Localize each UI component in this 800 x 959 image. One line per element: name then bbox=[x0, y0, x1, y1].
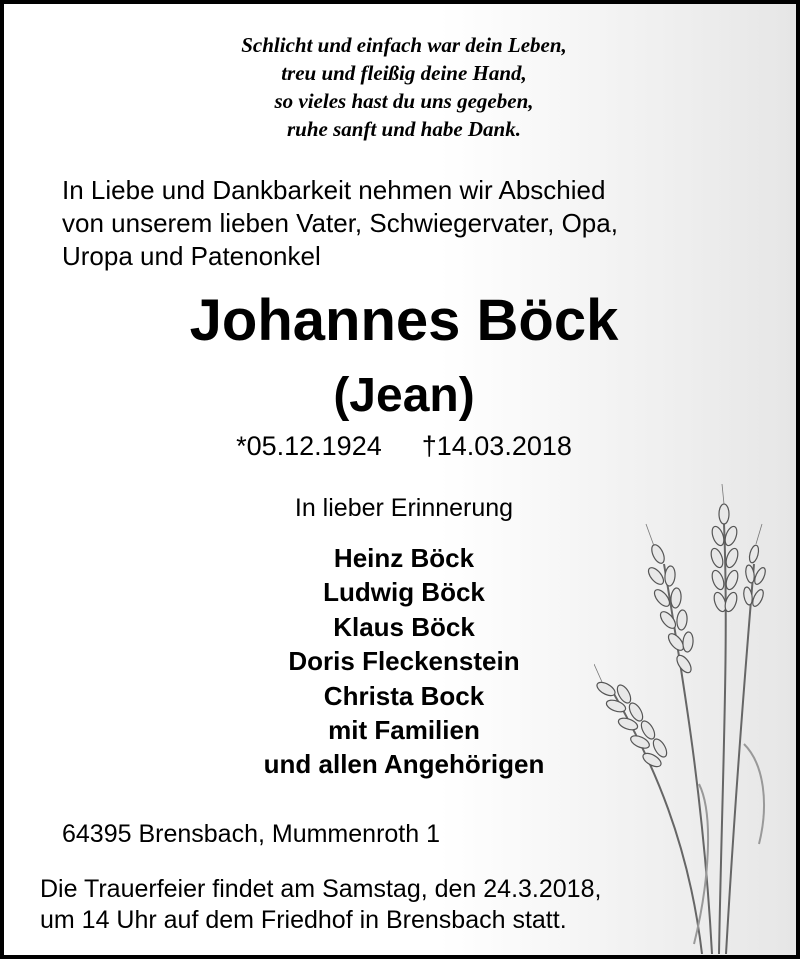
intro-line: In Liebe und Dankbarkeit nehmen wir Abschied bbox=[62, 175, 606, 205]
ceremony-line: Die Trauerfeier findet am Samstag, den 24.3.2018, bbox=[40, 875, 602, 903]
intro-line: von unserem lieben Vater, Schwiegervater, Opa, bbox=[62, 208, 618, 238]
poem-line: Schlicht und einfach war dein Leben, bbox=[241, 33, 567, 57]
mourner-name: Christa Bock bbox=[323, 680, 485, 711]
mourner-name: Ludwig Böck bbox=[323, 577, 485, 608]
mourners-list bbox=[4, 541, 800, 782]
funeral-ceremony-info bbox=[40, 874, 780, 936]
intro-line: Uropa und Patenonkel bbox=[62, 241, 321, 271]
poem-line: so vieles hast du uns gegeben, bbox=[274, 89, 534, 113]
life-dates bbox=[4, 429, 800, 463]
mourner-name: und allen Angehörigen bbox=[263, 749, 545, 780]
death-date: †14.03.2018 bbox=[421, 431, 572, 461]
family-address: 64395 Brensbach, Mummenroth 1 bbox=[62, 820, 440, 848]
ceremony-line: um 14 Uhr auf dem Friedhof in Brensbach statt. bbox=[40, 906, 567, 934]
mourner-name: Klaus Böck bbox=[333, 611, 475, 642]
birth-date: *05.12.1924 bbox=[236, 431, 382, 461]
mourner-name: Heinz Böck bbox=[333, 543, 475, 573]
mourner-name: mit Familien bbox=[328, 715, 480, 746]
memory-line: In lieber Erinnerung bbox=[294, 494, 514, 522]
deceased-name: Johannes Böck bbox=[189, 288, 619, 353]
mourner-name: Doris Fleckenstein bbox=[288, 646, 520, 677]
poem-line: treu und fleißig deine Hand, bbox=[281, 61, 527, 85]
deceased-nickname: (Jean) bbox=[333, 369, 475, 422]
poem-line: ruhe sanft und habe Dank. bbox=[287, 117, 521, 141]
farewell-intro bbox=[62, 174, 762, 273]
memorial-poem bbox=[4, 31, 800, 143]
